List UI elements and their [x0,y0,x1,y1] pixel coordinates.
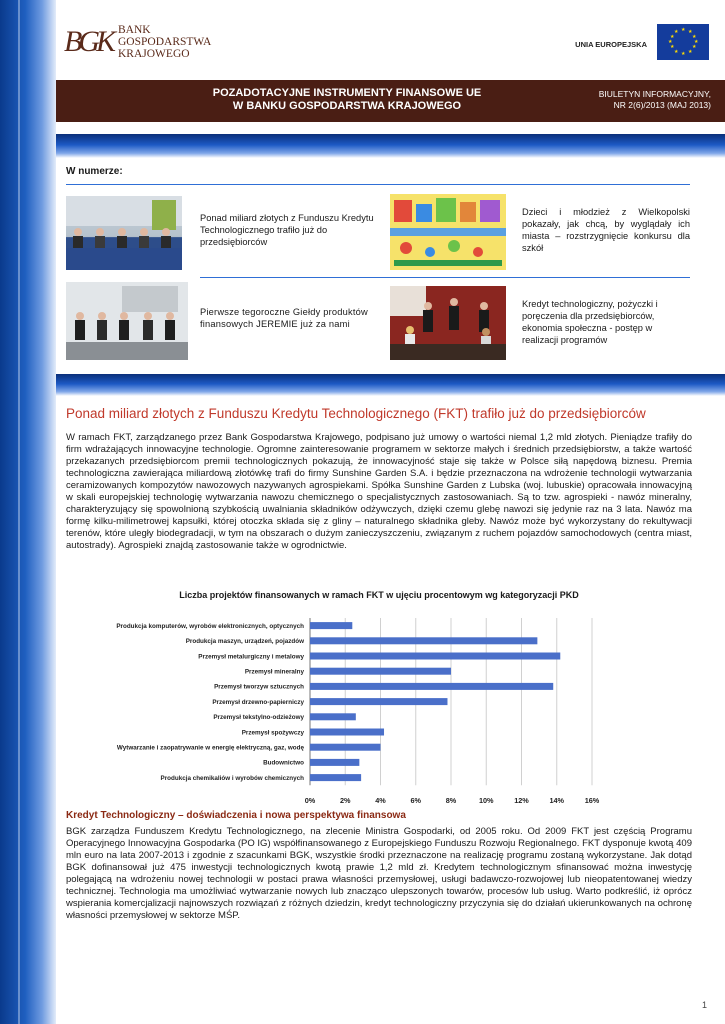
chart-tick-labels [305,796,600,805]
bar [310,622,352,629]
x-tick-label: 4% [375,796,386,806]
header-title-line2: W BANKU GOSPODARSTWA KRAJOWEGO [232,100,462,112]
header-bar [56,80,725,122]
panel-discussion-photo[interactable] [66,282,188,360]
bar [310,668,451,675]
category-label: Przemysł tworzyw sztucznych [214,683,304,691]
signing-ceremony-illustration [390,286,506,360]
bulletin-info [599,89,711,111]
x-tick-label: 2% [339,796,351,806]
children-drawing-illustration [390,194,506,270]
bulletin-line1: BIULETYN INFORMACYJNY, [598,89,711,99]
category-label: Przemysł drzewno-papierniczy [212,698,304,706]
left-decorative-stripe [0,0,56,1024]
x-tick-label: 16% [584,796,600,806]
x-tick-label: 14% [549,796,565,806]
news-item-4[interactable]: Kredyt technologiczny, pożyczki i poręczenia dla przedsiębiorców, ekonomia społeczna - postęp w realizacji programów [522,299,658,345]
logo-line1: BANK [118,24,151,36]
category-label: Produkcja chemikaliów i wyrobów chemicznych [160,774,304,782]
bar [310,774,361,781]
article-title: Ponad miliard złotych z Funduszu Kredytu Technologicznego (FKT) trafiło już do przedsiębiorców [66,406,646,421]
decorative-wave-mid [56,374,725,396]
x-tick-label: 8% [445,796,457,806]
category-label: Przemysł metalurgiczny i metalowy [198,653,304,661]
divider [200,277,690,278]
category-label: Przemysł mineralny [244,668,304,676]
header-title [182,87,512,113]
press-conference-photo[interactable] [66,196,182,270]
chart-title: Liczba projektów finansowanych w ramach FKT w ujęciu procentowym wg kategoryzacji PKD [179,590,579,600]
section2-title: Kredyt Technologiczny – doświadczenia i nowa perspektywa finansowa [66,810,406,821]
eu-flag-icon: ★ ★ ★ ★ ★ ★ ★ ★ ★ ★ ★ ★ [657,24,709,60]
press-conference-illustration [66,196,182,270]
bar [310,653,560,660]
header-title-line1: POZADOTACYJNE INSTRUMENTY FINANSOWE UE [212,87,482,99]
children-drawing-photo[interactable] [390,194,506,270]
panel-discussion-illustration [66,282,188,360]
bar [310,744,381,751]
x-tick-label: 0% [304,796,316,806]
bar [310,637,537,644]
article-body: W ramach FKT, zarządzanego przez Bank Gospodarstwa Krajowego, podpisano już umowy o wartości niemal 1,2 mld złotych. Pieniądze trafiły do firm wdrażających innowacyjne technologie. Ogromne zainteresowanie programem w sektorze małych i średnich przedsiębiorstw, a także wartość przekazanych przedsiębiorcom premii technologicznych pokazują, że innowacyjność staje się także w Polsce siłą napędową biznesu. Premia technologiczna zawierająca miliardową złotówkę trafi do firmy Sunshine Garden S.A. i będzie przeznaczona na wdrożenie technologii wytwarzania ceramizowanych kompozytów nawozowych nazywanych agrospiekami. Spółka Sunshine Garden z Lubska (woj. lubuskie) opracowała innowacyjną w skali europejskiej technologię wytwarzania nawozu chemicznego o specjalistycznych zastosowaniach. Są to tzw. agrospieki - nawóz mineralny, charakteryzujący się spowolnioną szybkością uwalniania składników odżywczych, dzięki czemu glebę nawozi się jedynie raz na 3 lata. Nawóz ma formę kilku-milimetrowej kapsułki, której otoczka składa się z gliny – naturalnego składnika gleby. Nawóz może być wykorzystany do rekultywacji terenów, które uległy biodegradacji, w tym na obszarach o dużym zanieczyszczeniu, związanym z ruchem pojazdów samochodowych (centra miast, autostrady). Agrospieki znajdą zastosowanie także w ogrodnictwie. [66,432,692,551]
news-item-1[interactable]: Ponad miliard złotych z Funduszu Kredytu Technologicznego trafiło już do przedsiębiorców [200,213,374,247]
bar [310,759,359,766]
category-label: Budownictwo [263,759,304,767]
news-item-2[interactable]: Dzieci i młodzież z Wielkopolski pokazały, jak chcą, by wyglądały ich miasta – rozstrzygnięcie konkursu dla szkół [522,207,690,253]
page-number: 1 [701,1000,707,1010]
category-label: Produkcja maszyn, urządzeń, pojazdów [185,638,304,646]
x-tick-label: 6% [410,796,422,806]
bar [310,698,447,705]
bgk-logo-mark: BGK [64,25,112,58]
news-item-3[interactable]: Pierwsze tegoroczne Giełdy produktów finansowych JEREMIE już za nami [200,307,368,329]
bar [310,729,384,736]
divider [66,184,690,185]
in-issue-heading: W numerze: [66,166,123,177]
bgk-logo-text [118,24,211,60]
category-label: Przemysł tekstylno-odzieżowy [213,714,304,722]
bar-chart [56,610,656,820]
bar [310,683,553,690]
category-label: Wytwarzanie i zaopatrywanie w energię elektryczną, gaz, wodę [116,744,304,752]
category-label: Produkcja komputerów, wyrobów elektronicznych, optycznych [116,622,304,630]
bgk-logo [64,22,234,62]
bar [310,713,356,720]
logo-line2: GOSPODARSTWA [118,36,212,48]
x-tick-label: 10% [478,796,494,806]
category-label: Przemysł spożywczy [241,729,304,737]
decorative-wave-top [56,134,725,158]
chart-category-labels [116,623,304,782]
section2-body: BGK zarządza Funduszem Kredytu Technologicznego, na zlecenie Ministra Gospodarki, od 2005 roku. Od 2009 FKT jest częścią Programu Operacyjnego Innowacyjna Gospodarka (PO IG) współfinansowanego z Europejskiego Funduszu Rozwoju Regionalnego. FKT dysponuje kwotą 409 mln euro na lata 2007-2013 i zgodnie z szacunkami BGK, wszystkie środki przeznaczone na realizację programu zostaną wykorzystane. Jak dotąd BGK dofinansował już 475 inwestycji technologicznych kwotą prawie 1,2 mld zł. Kredytem technologicznym sfinansować można inwestycję polegającą na wdrożeniu nowej technologii w postaci prawa własności przemysłowej, usługi badawczo-rozwojowej lub nieopatentowanej wiedzy technicznej. Technologia ma umożliwiać wytwarzanie nowych lub znacząco ulepszonych towarów, procesów lub usług. Warto podkreślić, iż oprócz wspierania komercjalizacji najnowszych rozwiązań z różnych dziedzin, kredyt technologiczny przyczynia się do działań ukierunkowanych na ochronę własności przemysłowej w sektorze MŚP. [66,826,692,921]
chart-bars [310,622,560,781]
x-tick-label: 12% [514,796,529,806]
eu-label: UNIA EUROPEJSKA [575,40,647,49]
bulletin-line2: NR 2(6)/2013 (MAJ 2013) [613,100,711,110]
signing-ceremony-photo[interactable] [390,286,506,360]
logo-line3: KRAJOWEGO [118,48,190,60]
